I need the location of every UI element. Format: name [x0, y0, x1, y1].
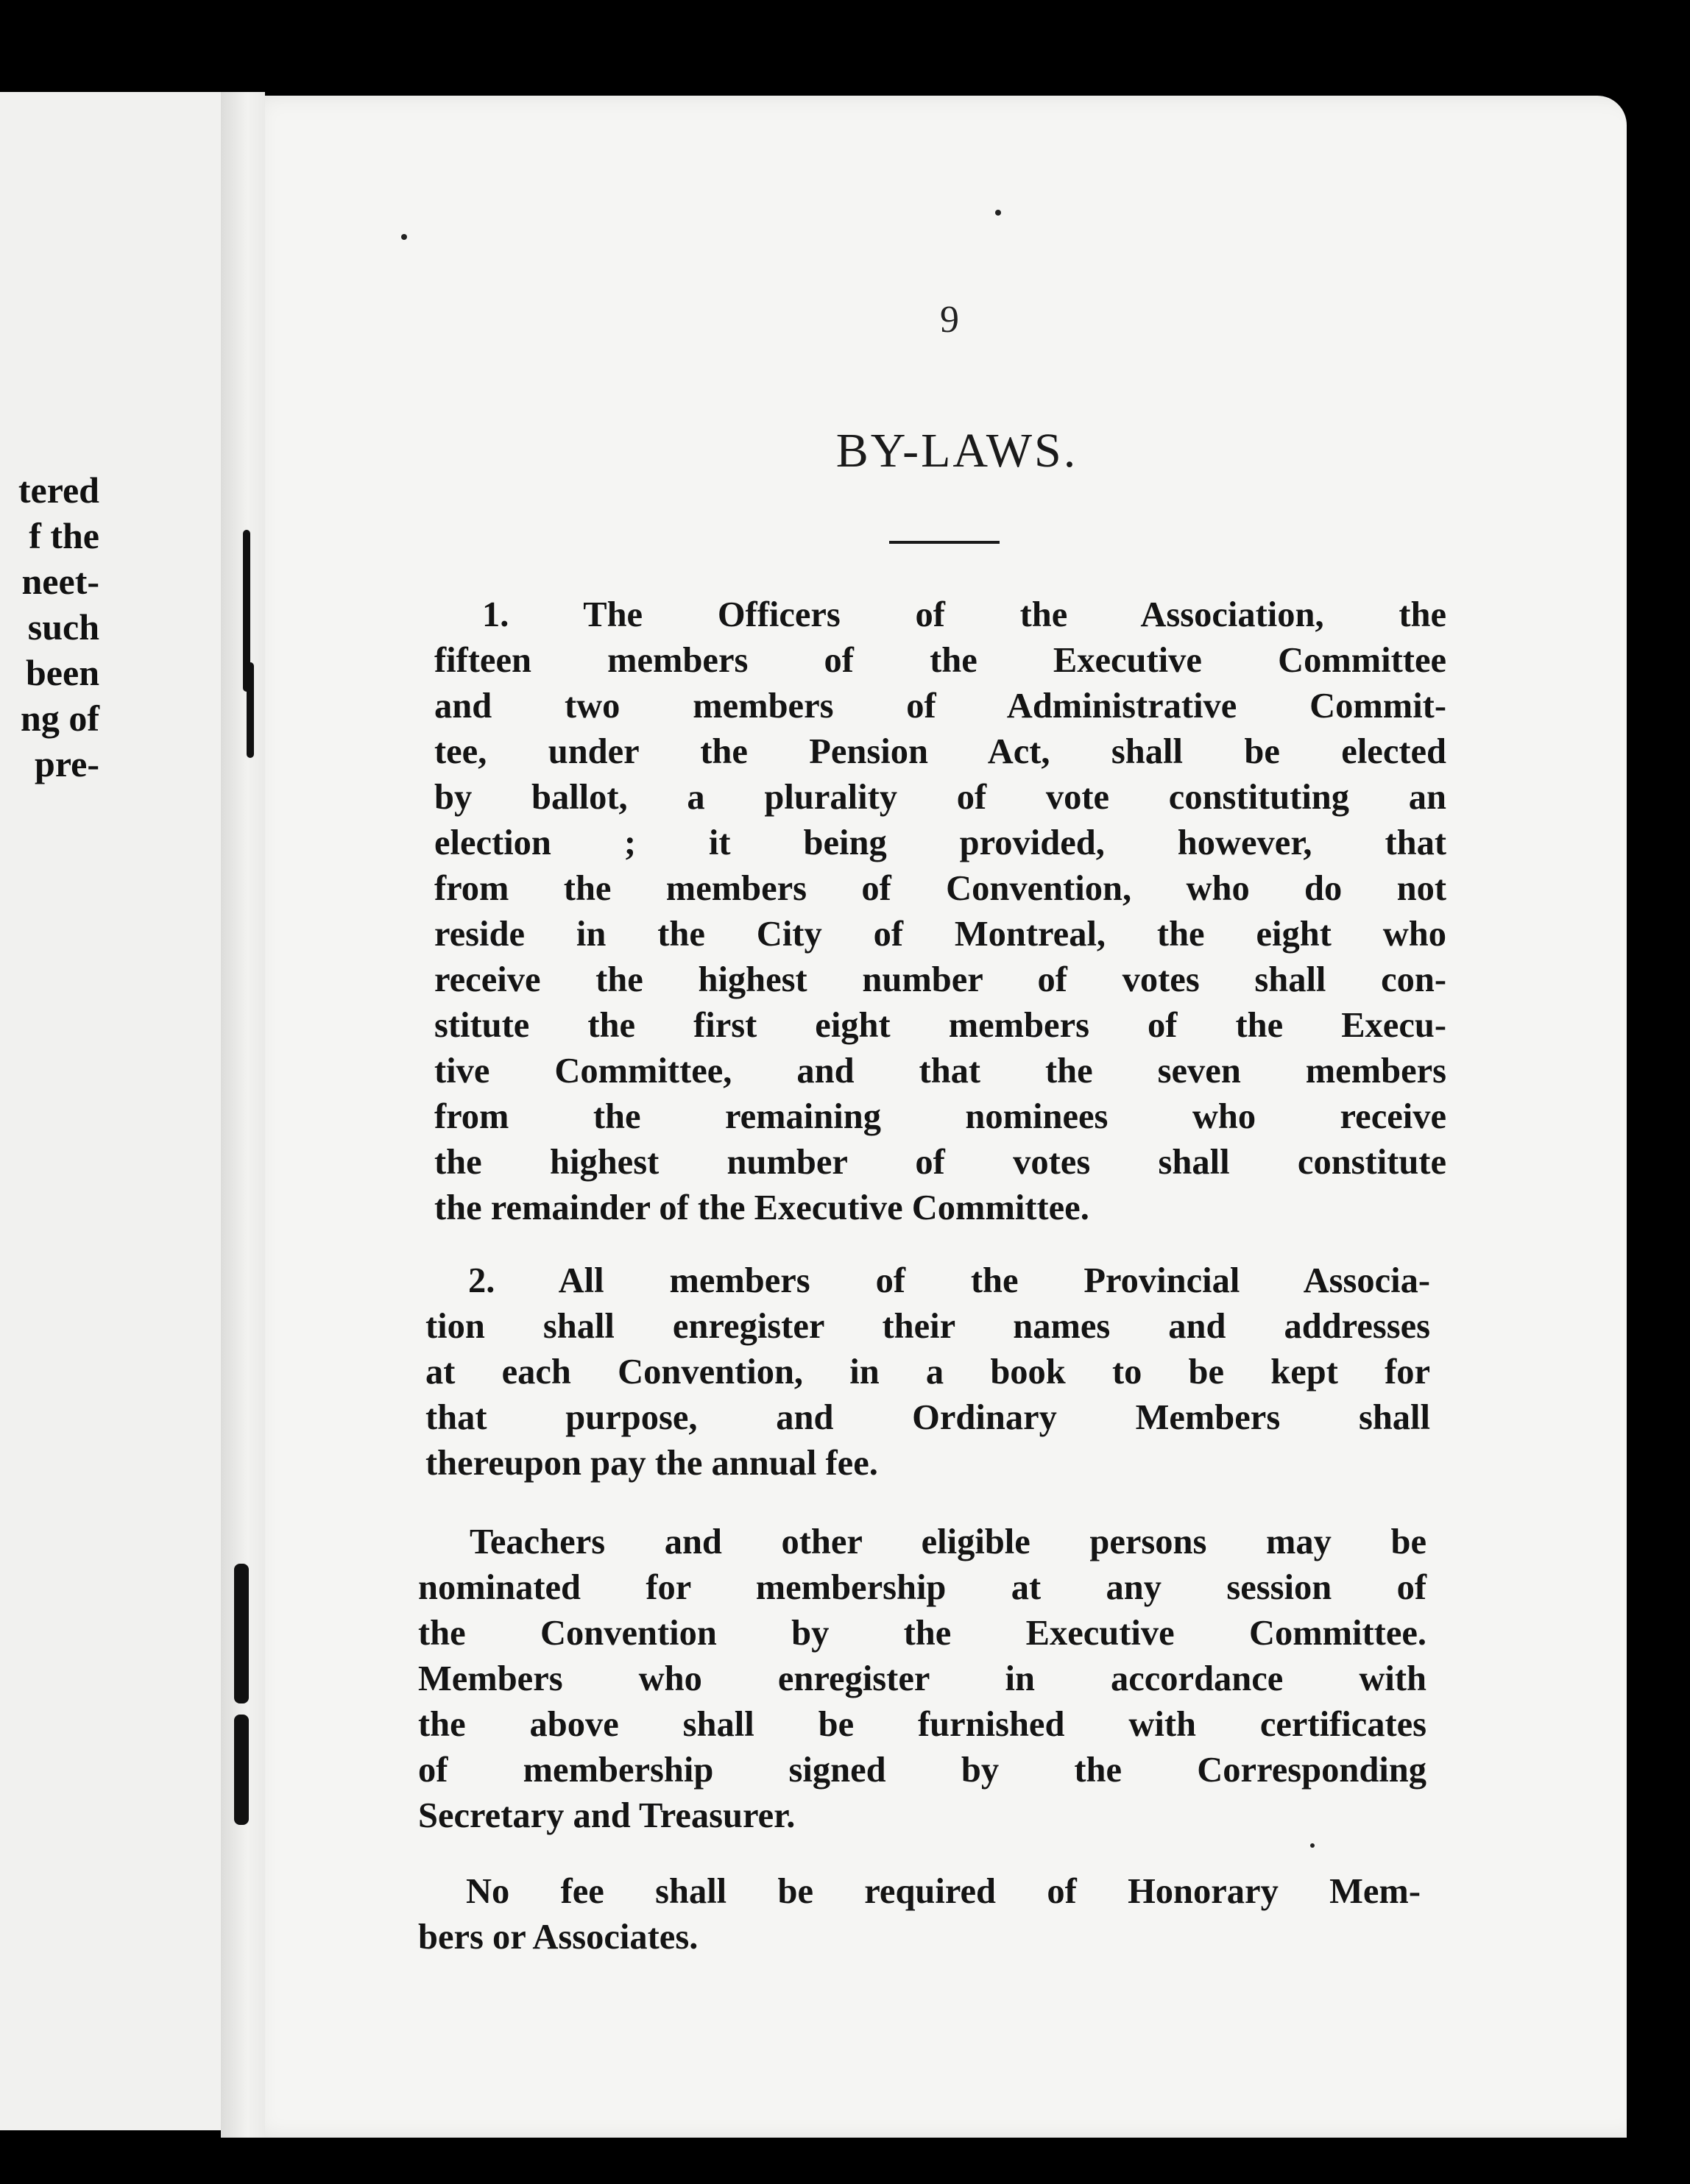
- text-line: by ballot, a plurality of vote constituting an: [434, 778, 1446, 817]
- text-line: election ; it being provided, however, that: [434, 823, 1446, 862]
- bylaw-paragraph-4: [418, 1869, 1421, 1960]
- left-fragment: ng of: [21, 698, 99, 739]
- text-line: No fee shall be required of Honorary Mem-: [466, 1872, 1421, 1911]
- paper-speck: [1310, 1843, 1315, 1848]
- left-fragment: pre-: [35, 743, 99, 784]
- book-gutter: [221, 92, 265, 2138]
- text-line: 1. The Officers of the Association, the: [482, 595, 1446, 634]
- paper-speck: [995, 210, 1001, 216]
- text-line: Members who enregister in accordance with: [418, 1659, 1426, 1698]
- text-line: fifteen members of the Executive Committee: [434, 641, 1446, 680]
- text-line: from the members of Convention, who do not: [434, 869, 1446, 908]
- left-page-text: [0, 467, 99, 787]
- left-fragment: such: [27, 606, 99, 648]
- text-line: the remainder of the Executive Committee.: [434, 1188, 1089, 1227]
- text-line: and two members of Administrative Commit-: [434, 687, 1446, 726]
- binding-stitch: [234, 1564, 249, 1703]
- text-line: tive Committee, and that the seven members: [434, 1052, 1446, 1091]
- text-line: at each Convention, in a book to be kept for: [425, 1352, 1430, 1391]
- text-line: tee, under the Pension Act, shall be elected: [434, 732, 1446, 771]
- text-line: of membership signed by the Corresponding: [418, 1751, 1426, 1790]
- left-fragment: neet-: [21, 561, 99, 602]
- left-fragment: been: [26, 652, 99, 693]
- paper-speck: [401, 234, 407, 240]
- page-title: BY-LAWS.: [835, 424, 1078, 478]
- bylaw-paragraph-3: [418, 1520, 1426, 1839]
- text-line: Teachers and other eligible persons may be: [470, 1522, 1426, 1561]
- left-fragment: tered: [18, 469, 99, 511]
- bylaw-paragraph-2: [425, 1258, 1430, 1486]
- title-rule: [889, 541, 1000, 544]
- left-fragment: f the: [29, 515, 99, 556]
- text-line: from the remaining nominees who receive: [434, 1097, 1446, 1136]
- bylaw-paragraph-1: [434, 592, 1446, 1231]
- text-line: thereupon pay the annual fee.: [425, 1444, 878, 1483]
- binding-stitch: [234, 1715, 249, 1825]
- text-line: 2. All members of the Provincial Associa-: [468, 1261, 1430, 1300]
- left-page: [0, 92, 243, 2130]
- text-line: Secretary and Treasurer.: [418, 1796, 796, 1835]
- text-line: the Convention by the Executive Committee.: [418, 1614, 1426, 1653]
- text-line: nominated for membership at any session of: [418, 1568, 1426, 1607]
- text-line: receive the highest number of votes shall con-: [434, 960, 1446, 999]
- page-number: 9: [940, 299, 959, 341]
- text-line: tion shall enregister their names and addresses: [425, 1307, 1430, 1346]
- text-line: stitute the first eight members of the Execu-: [434, 1006, 1446, 1045]
- text-line: that purpose, and Ordinary Members shall: [425, 1398, 1430, 1437]
- text-line: reside in the City of Montreal, the eight who: [434, 915, 1446, 954]
- text-line: the highest number of votes shall constitute: [434, 1143, 1446, 1182]
- text-line: the above shall be furnished with certificates: [418, 1705, 1426, 1744]
- text-line: bers or Associates.: [418, 1918, 699, 1957]
- binding-stitch: [247, 662, 254, 758]
